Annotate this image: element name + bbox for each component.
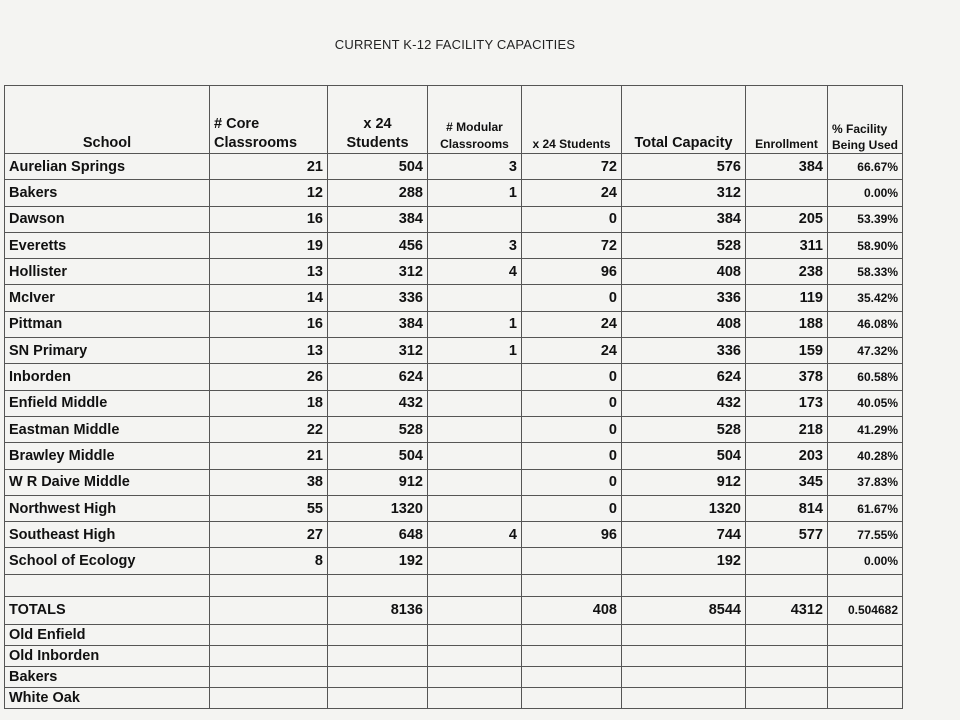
table-row bbox=[5, 311, 903, 337]
core-classrooms-cell: 13 bbox=[210, 338, 328, 364]
school-cell: Northwest High bbox=[5, 495, 210, 521]
header-row bbox=[5, 86, 903, 154]
empty-cell bbox=[328, 645, 428, 666]
modular-classrooms-cell bbox=[428, 416, 522, 442]
core-students-cell: 528 bbox=[328, 416, 428, 442]
header-modular-students: x 24 Students bbox=[522, 86, 622, 154]
modular-students-cell: 72 bbox=[522, 154, 622, 180]
core-students-cell: 336 bbox=[328, 285, 428, 311]
modular-students-cell: 96 bbox=[522, 259, 622, 285]
modular-students-cell: 24 bbox=[522, 338, 622, 364]
table-body bbox=[5, 154, 903, 709]
total-capacity-cell: 384 bbox=[622, 206, 746, 232]
empty-cell bbox=[428, 574, 522, 596]
school-cell: Inborden bbox=[5, 364, 210, 390]
modular-classrooms-cell: 1 bbox=[428, 311, 522, 337]
empty-cell bbox=[328, 687, 428, 708]
table-row bbox=[5, 522, 903, 548]
pct-used-cell: 53.39% bbox=[828, 206, 903, 232]
empty-cell bbox=[210, 687, 328, 708]
totals-pct-used: 0.504682 bbox=[828, 596, 903, 624]
total-capacity-cell: 312 bbox=[622, 180, 746, 206]
enrollment-cell: 119 bbox=[746, 285, 828, 311]
enrollment-cell bbox=[746, 180, 828, 206]
table-row bbox=[5, 469, 903, 495]
school-cell: Eastman Middle bbox=[5, 416, 210, 442]
empty-cell bbox=[328, 624, 428, 645]
modular-students-cell: 96 bbox=[522, 522, 622, 548]
table-row bbox=[5, 495, 903, 521]
modular-classrooms-cell bbox=[428, 390, 522, 416]
school-cell: White Oak bbox=[5, 687, 210, 708]
total-capacity-cell: 576 bbox=[622, 154, 746, 180]
core-classrooms-cell: 18 bbox=[210, 390, 328, 416]
table-row bbox=[5, 390, 903, 416]
enrollment-cell: 159 bbox=[746, 338, 828, 364]
empty-cell bbox=[210, 574, 328, 596]
core-classrooms-cell: 19 bbox=[210, 232, 328, 258]
total-capacity-cell: 528 bbox=[622, 232, 746, 258]
totals-core-students: 8136 bbox=[328, 596, 428, 624]
spacer-row bbox=[5, 574, 903, 596]
empty-cell bbox=[522, 574, 622, 596]
core-classrooms-cell: 27 bbox=[210, 522, 328, 548]
modular-students-cell: 0 bbox=[522, 443, 622, 469]
enrollment-cell: 384 bbox=[746, 154, 828, 180]
empty-cell bbox=[746, 624, 828, 645]
school-cell: McIver bbox=[5, 285, 210, 311]
modular-classrooms-cell: 3 bbox=[428, 154, 522, 180]
header-core-classrooms: # Core Classrooms bbox=[210, 86, 328, 154]
modular-students-cell bbox=[522, 548, 622, 574]
core-students-cell: 312 bbox=[328, 338, 428, 364]
empty-cell bbox=[522, 666, 622, 687]
core-students-cell: 192 bbox=[328, 548, 428, 574]
enrollment-cell: 218 bbox=[746, 416, 828, 442]
core-classrooms-cell: 14 bbox=[210, 285, 328, 311]
modular-classrooms-cell bbox=[428, 364, 522, 390]
core-students-cell: 432 bbox=[328, 390, 428, 416]
core-classrooms-cell: 55 bbox=[210, 495, 328, 521]
core-students-cell: 456 bbox=[328, 232, 428, 258]
modular-classrooms-cell bbox=[428, 443, 522, 469]
school-cell: Everetts bbox=[5, 232, 210, 258]
empty-cell bbox=[828, 624, 903, 645]
empty-cell bbox=[210, 645, 328, 666]
total-capacity-cell: 336 bbox=[622, 285, 746, 311]
extra-row bbox=[5, 624, 903, 645]
enrollment-cell: 378 bbox=[746, 364, 828, 390]
empty-cell bbox=[622, 687, 746, 708]
modular-students-cell: 72 bbox=[522, 232, 622, 258]
total-capacity-cell: 192 bbox=[622, 548, 746, 574]
header-core-students: x 24 Students bbox=[328, 86, 428, 154]
table-row bbox=[5, 259, 903, 285]
empty-cell bbox=[746, 666, 828, 687]
empty-cell bbox=[828, 645, 903, 666]
empty-cell bbox=[428, 624, 522, 645]
enrollment-cell: 173 bbox=[746, 390, 828, 416]
extra-row bbox=[5, 666, 903, 687]
modular-students-cell: 0 bbox=[522, 495, 622, 521]
empty-cell bbox=[522, 624, 622, 645]
enrollment-cell: 345 bbox=[746, 469, 828, 495]
core-students-cell: 312 bbox=[328, 259, 428, 285]
extra-row bbox=[5, 687, 903, 708]
pct-used-cell: 61.67% bbox=[828, 495, 903, 521]
table-row bbox=[5, 364, 903, 390]
enrollment-cell: 203 bbox=[746, 443, 828, 469]
modular-students-cell: 0 bbox=[522, 364, 622, 390]
header-enrollment: Enrollment bbox=[746, 86, 828, 154]
empty-cell bbox=[828, 666, 903, 687]
totals-core-classrooms bbox=[210, 596, 328, 624]
core-classrooms-cell: 38 bbox=[210, 469, 328, 495]
page-title: CURRENT K-12 FACILITY CAPACITIES bbox=[334, 37, 576, 52]
pct-used-cell: 47.32% bbox=[828, 338, 903, 364]
empty-cell bbox=[328, 666, 428, 687]
core-classrooms-cell: 21 bbox=[210, 154, 328, 180]
school-cell: Old Enfield bbox=[5, 624, 210, 645]
core-classrooms-cell: 22 bbox=[210, 416, 328, 442]
empty-cell bbox=[622, 666, 746, 687]
empty-cell bbox=[746, 574, 828, 596]
enrollment-cell: 311 bbox=[746, 232, 828, 258]
core-students-cell: 504 bbox=[328, 154, 428, 180]
core-students-cell: 648 bbox=[328, 522, 428, 548]
empty-cell bbox=[622, 574, 746, 596]
totals-row bbox=[5, 596, 903, 624]
empty-cell bbox=[328, 574, 428, 596]
enrollment-cell: 814 bbox=[746, 495, 828, 521]
header-modular-classrooms: # Modular Classrooms bbox=[428, 86, 522, 154]
modular-students-cell: 0 bbox=[522, 416, 622, 442]
enrollment-cell: 205 bbox=[746, 206, 828, 232]
total-capacity-cell: 912 bbox=[622, 469, 746, 495]
empty-cell bbox=[622, 624, 746, 645]
empty-cell bbox=[210, 624, 328, 645]
table-row bbox=[5, 285, 903, 311]
school-cell: Aurelian Springs bbox=[5, 154, 210, 180]
table-row bbox=[5, 232, 903, 258]
empty-cell bbox=[428, 666, 522, 687]
empty-cell bbox=[828, 687, 903, 708]
modular-classrooms-cell bbox=[428, 495, 522, 521]
empty-cell bbox=[746, 645, 828, 666]
school-cell: SN Primary bbox=[5, 338, 210, 364]
core-students-cell: 384 bbox=[328, 311, 428, 337]
modular-classrooms-cell bbox=[428, 285, 522, 311]
school-cell: Bakers bbox=[5, 666, 210, 687]
pct-used-cell: 40.05% bbox=[828, 390, 903, 416]
header-pct-used: % Facility Being Used bbox=[828, 86, 903, 154]
total-capacity-cell: 1320 bbox=[622, 495, 746, 521]
school-cell: Southeast High bbox=[5, 522, 210, 548]
core-students-cell: 504 bbox=[328, 443, 428, 469]
school-cell: Hollister bbox=[5, 259, 210, 285]
school-cell: Old Inborden bbox=[5, 645, 210, 666]
school-cell: Dawson bbox=[5, 206, 210, 232]
table-row bbox=[5, 548, 903, 574]
total-capacity-cell: 624 bbox=[622, 364, 746, 390]
totals-total-capacity: 8544 bbox=[622, 596, 746, 624]
empty-cell bbox=[522, 687, 622, 708]
core-classrooms-cell: 8 bbox=[210, 548, 328, 574]
total-capacity-cell: 504 bbox=[622, 443, 746, 469]
school-cell: Enfield Middle bbox=[5, 390, 210, 416]
table-row bbox=[5, 180, 903, 206]
enrollment-cell: 188 bbox=[746, 311, 828, 337]
totals-label: TOTALS bbox=[5, 596, 210, 624]
table-row bbox=[5, 206, 903, 232]
table-row bbox=[5, 416, 903, 442]
core-classrooms-cell: 13 bbox=[210, 259, 328, 285]
pct-used-cell: 0.00% bbox=[828, 548, 903, 574]
school-cell: Bakers bbox=[5, 180, 210, 206]
pct-used-cell: 37.83% bbox=[828, 469, 903, 495]
table-row bbox=[5, 154, 903, 180]
pct-used-cell: 58.33% bbox=[828, 259, 903, 285]
pct-used-cell: 0.00% bbox=[828, 180, 903, 206]
empty-cell bbox=[746, 687, 828, 708]
core-students-cell: 624 bbox=[328, 364, 428, 390]
total-capacity-cell: 336 bbox=[622, 338, 746, 364]
total-capacity-cell: 432 bbox=[622, 390, 746, 416]
core-classrooms-cell: 26 bbox=[210, 364, 328, 390]
total-capacity-cell: 408 bbox=[622, 259, 746, 285]
core-students-cell: 288 bbox=[328, 180, 428, 206]
modular-classrooms-cell: 3 bbox=[428, 232, 522, 258]
core-classrooms-cell: 12 bbox=[210, 180, 328, 206]
extra-row bbox=[5, 645, 903, 666]
empty-cell bbox=[210, 666, 328, 687]
pct-used-cell: 77.55% bbox=[828, 522, 903, 548]
totals-modular-classrooms bbox=[428, 596, 522, 624]
modular-students-cell: 0 bbox=[522, 285, 622, 311]
total-capacity-cell: 528 bbox=[622, 416, 746, 442]
core-students-cell: 1320 bbox=[328, 495, 428, 521]
pct-used-cell: 60.58% bbox=[828, 364, 903, 390]
total-capacity-cell: 408 bbox=[622, 311, 746, 337]
core-classrooms-cell: 16 bbox=[210, 311, 328, 337]
enrollment-cell: 238 bbox=[746, 259, 828, 285]
modular-students-cell: 24 bbox=[522, 311, 622, 337]
core-students-cell: 912 bbox=[328, 469, 428, 495]
modular-classrooms-cell: 1 bbox=[428, 180, 522, 206]
empty-cell bbox=[828, 574, 903, 596]
empty-cell bbox=[428, 687, 522, 708]
modular-classrooms-cell: 4 bbox=[428, 259, 522, 285]
enrollment-cell: 577 bbox=[746, 522, 828, 548]
enrollment-cell bbox=[746, 548, 828, 574]
core-classrooms-cell: 16 bbox=[210, 206, 328, 232]
pct-used-cell: 58.90% bbox=[828, 232, 903, 258]
school-cell: Pittman bbox=[5, 311, 210, 337]
empty-cell bbox=[5, 574, 210, 596]
total-capacity-cell: 744 bbox=[622, 522, 746, 548]
modular-classrooms-cell bbox=[428, 206, 522, 232]
empty-cell bbox=[622, 645, 746, 666]
table-row bbox=[5, 338, 903, 364]
core-classrooms-cell: 21 bbox=[210, 443, 328, 469]
modular-students-cell: 0 bbox=[522, 390, 622, 416]
modular-students-cell: 0 bbox=[522, 206, 622, 232]
modular-classrooms-cell: 1 bbox=[428, 338, 522, 364]
empty-cell bbox=[522, 645, 622, 666]
school-cell: Brawley Middle bbox=[5, 443, 210, 469]
capacity-table bbox=[4, 85, 903, 709]
pct-used-cell: 40.28% bbox=[828, 443, 903, 469]
header-school: School bbox=[5, 86, 210, 154]
totals-modular-students: 408 bbox=[522, 596, 622, 624]
modular-classrooms-cell bbox=[428, 548, 522, 574]
modular-students-cell: 0 bbox=[522, 469, 622, 495]
pct-used-cell: 35.42% bbox=[828, 285, 903, 311]
empty-cell bbox=[428, 645, 522, 666]
modular-students-cell: 24 bbox=[522, 180, 622, 206]
pct-used-cell: 46.08% bbox=[828, 311, 903, 337]
pct-used-cell: 66.67% bbox=[828, 154, 903, 180]
pct-used-cell: 41.29% bbox=[828, 416, 903, 442]
modular-classrooms-cell bbox=[428, 469, 522, 495]
school-cell: W R Daive Middle bbox=[5, 469, 210, 495]
header-total-capacity: Total Capacity bbox=[622, 86, 746, 154]
modular-classrooms-cell: 4 bbox=[428, 522, 522, 548]
totals-enrollment: 4312 bbox=[746, 596, 828, 624]
school-cell: School of Ecology bbox=[5, 548, 210, 574]
core-students-cell: 384 bbox=[328, 206, 428, 232]
table-row bbox=[5, 443, 903, 469]
